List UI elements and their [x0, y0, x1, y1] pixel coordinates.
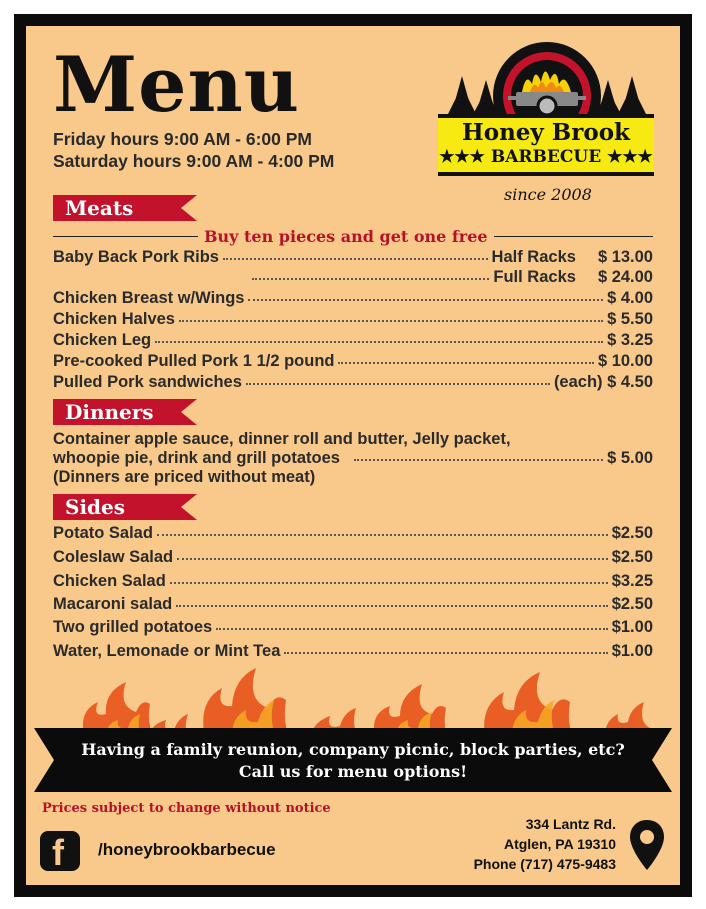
callout-line2: Call us for menu options! — [238, 762, 468, 781]
item-price: $1.00 — [611, 642, 653, 660]
item-label: Chicken Leg — [53, 331, 152, 349]
saturday-hours: Saturday hours 9:00 AM - 4:00 PM — [53, 151, 335, 171]
item-label: Pulled Pork sandwiches — [53, 373, 242, 391]
since-year: since 2008 — [504, 185, 592, 204]
callout-line1: Having a family reunion, company picnic, block parties, etc? — [81, 740, 625, 759]
menu-item — [53, 641, 653, 662]
honey-brook-logo — [438, 36, 658, 204]
item-price: $1.00 — [611, 618, 653, 636]
menu-item — [53, 594, 653, 615]
item-price: $ 5.50 — [607, 310, 653, 328]
item-price: $ 13.00 — [597, 248, 653, 266]
item-label: Water, Lemonade or Mint Tea — [53, 642, 281, 660]
menu-sheet — [26, 26, 680, 885]
item-price: $ 10.00 — [597, 352, 653, 370]
item-price: $ 3.25 — [607, 331, 653, 349]
item-label: Baby Back Pork Ribs — [53, 248, 219, 266]
address-block — [474, 814, 616, 874]
item-label: Pre-cooked Pulled Pork 1 1/2 pound — [53, 352, 335, 370]
menu-item — [53, 448, 653, 469]
grill-icon — [438, 36, 658, 126]
item-label: Two grilled potatoes — [53, 618, 213, 636]
phone-number: Phone (717) 475-9483 — [473, 856, 616, 872]
logo-nameplate — [438, 114, 654, 176]
dinners-heading: Dinners — [65, 400, 154, 424]
item-label: Chicken Salad — [53, 572, 166, 590]
menu-item — [248, 267, 653, 288]
dinner-note: (Dinners are priced without meat) — [53, 468, 316, 486]
item-label: Potato Salad — [53, 524, 153, 542]
menu-item — [53, 288, 653, 309]
item-price: $2.50 — [611, 595, 653, 613]
logo-name: Honey Brook — [462, 119, 630, 146]
meats-heading: Meats — [65, 196, 134, 220]
item-price: $3.25 — [611, 572, 653, 590]
item-price: $ 4.00 — [607, 289, 653, 307]
menu-title: Menu — [53, 40, 300, 129]
star-icon: ★★★ — [439, 147, 491, 167]
item-variant: Half Racks — [491, 248, 576, 266]
item-price: $2.50 — [611, 548, 653, 566]
prices-note: Prices subject to change without notice — [42, 801, 331, 816]
item-label: Chicken Halves — [53, 310, 175, 328]
dinner-price: $ 5.00 — [607, 449, 653, 467]
menu-item — [53, 523, 653, 544]
item-variant: Full Racks — [493, 268, 576, 286]
item-label: Chicken Breast w/Wings — [53, 289, 245, 307]
facebook-handle[interactable]: /honeybrookbarbecue — [98, 840, 276, 859]
facebook-icon[interactable]: f — [40, 831, 80, 871]
menu-item — [53, 571, 653, 592]
menu-item — [53, 372, 653, 393]
item-label: Coleslaw Salad — [53, 548, 174, 566]
menu-item — [53, 309, 653, 330]
item-price: (each) $ 4.50 — [553, 373, 653, 391]
location-pin-icon — [630, 820, 664, 870]
menu-item — [53, 247, 653, 268]
meats-promo: Buy ten pieces and get one free — [198, 226, 494, 248]
menu-item — [53, 330, 653, 351]
address-city: Atglen, PA 19310 — [503, 836, 616, 852]
item-price: $ 24.00 — [597, 268, 653, 286]
logo-sub-text: BARBECUE — [490, 147, 602, 167]
menu-item — [53, 617, 653, 638]
star-icon: ★★★ — [601, 147, 653, 167]
dinner-description-line2: whoopie pie, drink and grill potatoes — [53, 449, 340, 467]
menu-item — [53, 351, 653, 372]
catering-callout — [26, 728, 680, 792]
menu-item — [53, 547, 653, 568]
item-price: $2.50 — [611, 524, 653, 542]
friday-hours: Friday hours 9:00 AM - 6:00 PM — [53, 129, 312, 149]
item-label: Macaroni salad — [53, 595, 173, 613]
dinner-description-line1: Container apple sauce, dinner roll and butter, Jelly packet, — [53, 430, 511, 448]
sides-heading: Sides — [65, 495, 126, 519]
address-street: 334 Lantz Rd. — [525, 816, 616, 832]
logo-subtitle — [438, 146, 654, 168]
